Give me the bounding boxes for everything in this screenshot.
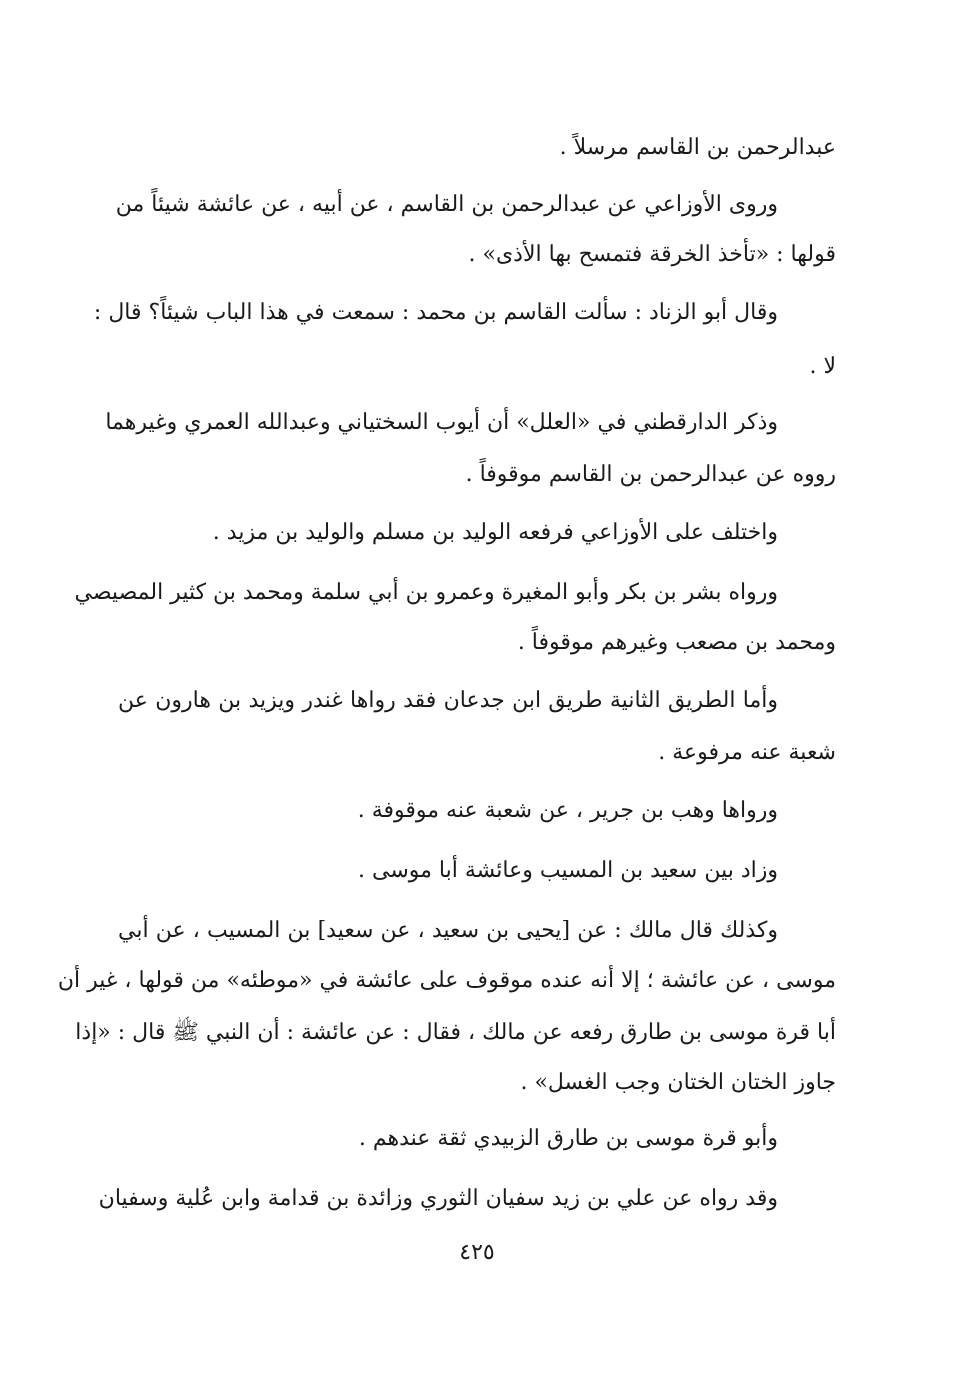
text-line: وقال أبو الزناد : سألت القاسم بن محمد : سمعت في هذا الباب شيئاً؟ قال :	[93, 300, 778, 325]
text-line: قولها : «تأخذ الخرقة فتمسح بها الأذى» .	[468, 242, 836, 267]
text-line: جاوز الختان الختان وجب الغسل» .	[520, 1070, 836, 1095]
text-line: وكذلك قال مالك : عن [يحيى بن سعيد ، عن سعيد] بن المسيب ، عن أبي	[118, 918, 778, 943]
text-line: موسى ، عن عائشة ؛ إلا أنه عنده موقوف على عائشة في «موطئه» من قولها ، غير أن	[57, 968, 836, 993]
text-line: وأما الطريق الثانية طريق ابن جدعان فقد رواها غندر ويزيد بن هارون عن	[118, 688, 778, 713]
text-line: شعبة عنه مرفوعة .	[658, 740, 836, 765]
text-line: عبدالرحمن بن القاسم مرسلاً .	[559, 135, 836, 160]
text-line: وزاد بين سعيد بن المسيب وعائشة أبا موسى .	[358, 858, 778, 883]
text-line: ومحمد بن مصعب وغيرهم موقوفاً .	[517, 630, 836, 655]
text-line: ورواه بشر بن بكر وأبو المغيرة وعمرو بن أبي سلمة ومحمد بن كثير المصيصي	[74, 580, 778, 605]
text-line: رووه عن عبدالرحمن بن القاسم موقوفاً .	[465, 462, 836, 487]
text-line: لا .	[809, 354, 836, 379]
text-line: وذكر الدارقطني في «العلل» أن أيوب السختياني وعبدالله العمري وغيرهما	[105, 410, 778, 435]
text-line: وروى الأوزاعي عن عبدالرحمن بن القاسم ، عن أبيه ، عن عائشة شيئاً من	[115, 192, 778, 217]
text-line: وأبو قرة موسى بن طارق الزبيدي ثقة عندهم .	[358, 1126, 778, 1151]
text-line: أبا قرة موسى بن طارق رفعه عن مالك ، فقال : عن عائشة : أن النبي ﷺ قال : «إذا	[75, 1020, 836, 1045]
text-line: واختلف على الأوزاعي فرفعه الوليد بن مسلم والوليد بن مزيد .	[212, 520, 778, 545]
page-number: ٤٢٥	[459, 1240, 495, 1265]
text-line: وقد رواه عن علي بن زيد سفيان الثوري وزائدة بن قدامة وابن عُلية وسفيان	[98, 1186, 778, 1211]
text-line: ورواها وهب بن جرير ، عن شعبة عنه موقوفة .	[357, 798, 778, 823]
